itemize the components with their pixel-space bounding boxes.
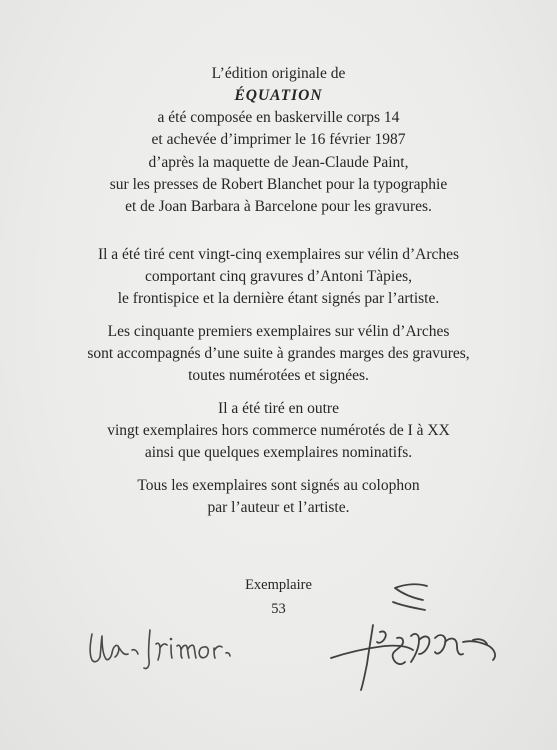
intro-line-1: L’édition originale de (211, 65, 346, 82)
book-title: ÉQUATION (234, 87, 323, 104)
suite-line-2: sont accompagnés d’une suite à grandes marges des gravures, (87, 345, 470, 362)
exemplaire-number: 53 (271, 601, 286, 617)
intro-line-5: d’après la maquette de Jean-Claude Paint, (148, 154, 409, 171)
intro-line-7: et de Joan Barbara à Barcelone pour les gravures. (125, 198, 432, 215)
tirage-line-1: Il a été tiré cent vingt-cinq exemplaires sur vélin d’Arches (97, 246, 460, 263)
hors-commerce-line-3: ainsi que quelques exemplaires nominatifs. (144, 444, 413, 461)
suite-line-1: Les cinquante premiers exemplaires sur vélin d’Arches (107, 323, 450, 340)
intro-line-4: et achevée d’imprimer le 16 février 1987 (151, 131, 406, 148)
hors-commerce-line-2: vingt exemplaires hors commerce numérotés de I à XX (107, 422, 450, 439)
author-signature (80, 620, 255, 680)
exemplaire-label: Exemplaire (245, 577, 312, 593)
artist-signature (325, 580, 505, 695)
suite-line-3: toutes numérotées et signées. (188, 367, 369, 384)
signatures-note-line-1: Tous les exemplaires sont signés au colophon (137, 477, 420, 494)
signatures-note-line-2: par l’auteur et l’artiste. (207, 499, 350, 516)
hors-commerce-line-1: Il a été tiré en outre (218, 400, 339, 417)
tirage-line-2: comportant cinq gravures d’Antoni Tàpies, (144, 268, 413, 285)
intro-line-3: a été composée en baskerville corps 14 (157, 109, 400, 126)
intro-line-6: sur les presses de Robert Blanchet pour la typographie (109, 176, 448, 193)
tirage-line-3: le frontispice et la dernière étant signés par l’artiste. (117, 290, 440, 307)
